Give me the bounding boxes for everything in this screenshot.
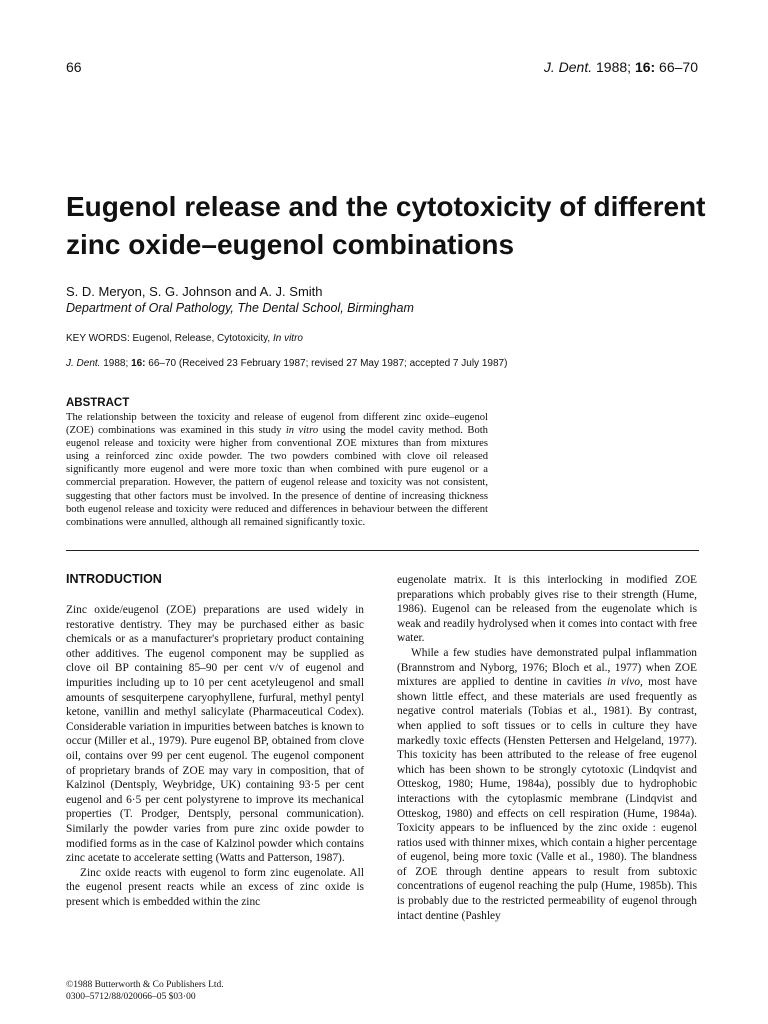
abstract-part-2: using the model cavity method. Both eugenol release and toxicity were higher from conventional ZOE mixtures than from mixtures using a reinforced zinc oxide powder. The two powders combined with clove oil released significantly more eugenol and were more toxic than when combined with pure eugenol or a commercial preparation. However, the pattern of eugenol release and toxicity was not consistent, suggesting that other factors must be involved. In the presence of dentine of increasing thickness both eugenol release and toxicity were reduced and differences in behaviour between the different combinations were annulled, although all remained significantly toxic. <box>66 425 488 528</box>
article-title: Eugenol release and the cytotoxicity of different zinc oxide–eugenol combinations <box>66 191 706 260</box>
citation-dates: 66–70 (Received 23 February 1987; revised 27 May 1987; accepted 7 July 1987) <box>145 358 508 369</box>
copyright-line: ©1988 Butterworth & Co Publishers Ltd. <box>66 980 224 990</box>
authors: S. D. Meryon, S. G. Johnson and A. J. Smith <box>66 284 323 299</box>
footer <box>66 979 224 1003</box>
abstract-text <box>66 411 488 529</box>
journal-name: J. Dent. <box>543 59 593 75</box>
intro-paragraph-4-part-1: While a few studies have demonstrated pulpal inflammation (Brannstrom and Nyborg, 1976; Bloch et al., 1977) when ZOE mixtures are applied to dentine in cavities <box>397 646 697 689</box>
journal-year: 1988; <box>592 59 635 75</box>
right-column <box>397 573 697 923</box>
journal-reference <box>544 59 698 75</box>
citation-volume: 16: <box>131 358 146 369</box>
intro-paragraph-4-italic: in vivo, <box>606 676 643 689</box>
page-number: 66 <box>66 59 82 75</box>
keywords-list: Eugenol, Release, Cytotoxicity, <box>132 333 273 344</box>
citation-journal: J. Dent. <box>66 358 101 369</box>
keywords-italic: In vitro <box>272 333 303 344</box>
journal-volume: 16: <box>634 59 656 75</box>
intro-paragraph-1: Zinc oxide/eugenol (ZOE) preparations are used widely in restorative dentistry. They may be purchased either as basic chemicals or as a manufacturer's proprietary product containing other additives. The eugenol component may be supplied as clove oil BP containing 85–90 per cent v/v of eugenol and impurities including up to 10 per cent acetyleugenol and small amounts of sesquiterpene caryophyllene, furfural, methyl pentyl ketone, vanillin and methyl salicylate (Pharmaceutical Codex). Considerable variation in impurities between batches is known to occur (Miller et al., 1979). Pure eugenol BP, obtained from clove oil, contains over 99 per cent eugenol. The eugenol component of proprietary brands of ZOE may vary in composition, that of Kalzinol (Dentsply, Weybridge, UK) containing 93·5 per cent eugenol and 6·5 per cent polystyrene to improve its mechanical properties (T. Prodger, Dentsply, personal communication). Similarly the powder varies from pure zinc oxide powder to modified forms as in the case of Kalzinol powder which contains zinc acetate to accelerate setting (Watts and Patterson, 1987). <box>66 604 364 865</box>
intro-paragraph-3: eugenolate matrix. It is this interlocking in modified ZOE preparations which probably gives rise to their strength (Hume, 1986). Eugenol can be released from the eugenolate which is weak and readily hydrolysed when it comes into contact with free water. <box>397 574 697 645</box>
citation-line <box>66 358 507 369</box>
intro-paragraph-4-part-2: most have shown little effect, and these materials are used frequently as negative control materials (Tobias et al., 1981). By contrast, when applied to soft tissues or to cells in culture they have markedly toxic effects (Hensten Pettersen and Helgeland, 1977). This toxicity has been attributed to the release of free eugenol which has been shown to be strongly cytotoxic (Lindqvist and Otteskog, 1980; Hume, 1984a), possibly due to hydrophobic interactions with the cytoplasmic membrane (Lindqvist and Otteskog, 1980) and effects on cell respiration (Hume, 1984a). Toxicity appears to be influenced by the zinc oxide : eugenol ratios used with thinner mixes, which contain a higher percentage of eugenol, being more toxic (Valle et al., 1980). The blandness of ZOE through dentine appears to result from subtoxic concentrations of eugenol reaching the pulp (Hume, 1985b). This is probably due to the restricted permeability of eugenol through intact dentine (Pashley <box>397 676 698 922</box>
introduction-heading: INTRODUCTION <box>66 572 162 586</box>
journal-pages: 66–70 <box>655 59 698 75</box>
section-divider <box>66 550 699 551</box>
keywords-label: KEY WORDS: <box>66 333 133 344</box>
intro-paragraph-4 <box>397 646 697 923</box>
abstract-italic: in vitro <box>285 425 319 437</box>
citation-year: 1988; <box>100 358 132 369</box>
left-column <box>66 603 364 909</box>
affiliation: Department of Oral Pathology, The Dental School, Birmingham <box>66 301 414 315</box>
publication-code: 0300–5712/88/020066–05 $03·00 <box>66 992 196 1002</box>
intro-paragraph-2: Zinc oxide reacts with eugenol to form zinc eugenolate. All the eugenol present reacts while an excess of zinc oxide is present which is embedded within the zinc <box>66 866 364 908</box>
keywords <box>66 333 303 344</box>
abstract-heading: ABSTRACT <box>66 397 130 409</box>
abstract-part-1: The relationship between the toxicity and release of eugenol from different zinc oxide–eugenol (ZOE) combinations was examined in this study <box>66 412 488 437</box>
